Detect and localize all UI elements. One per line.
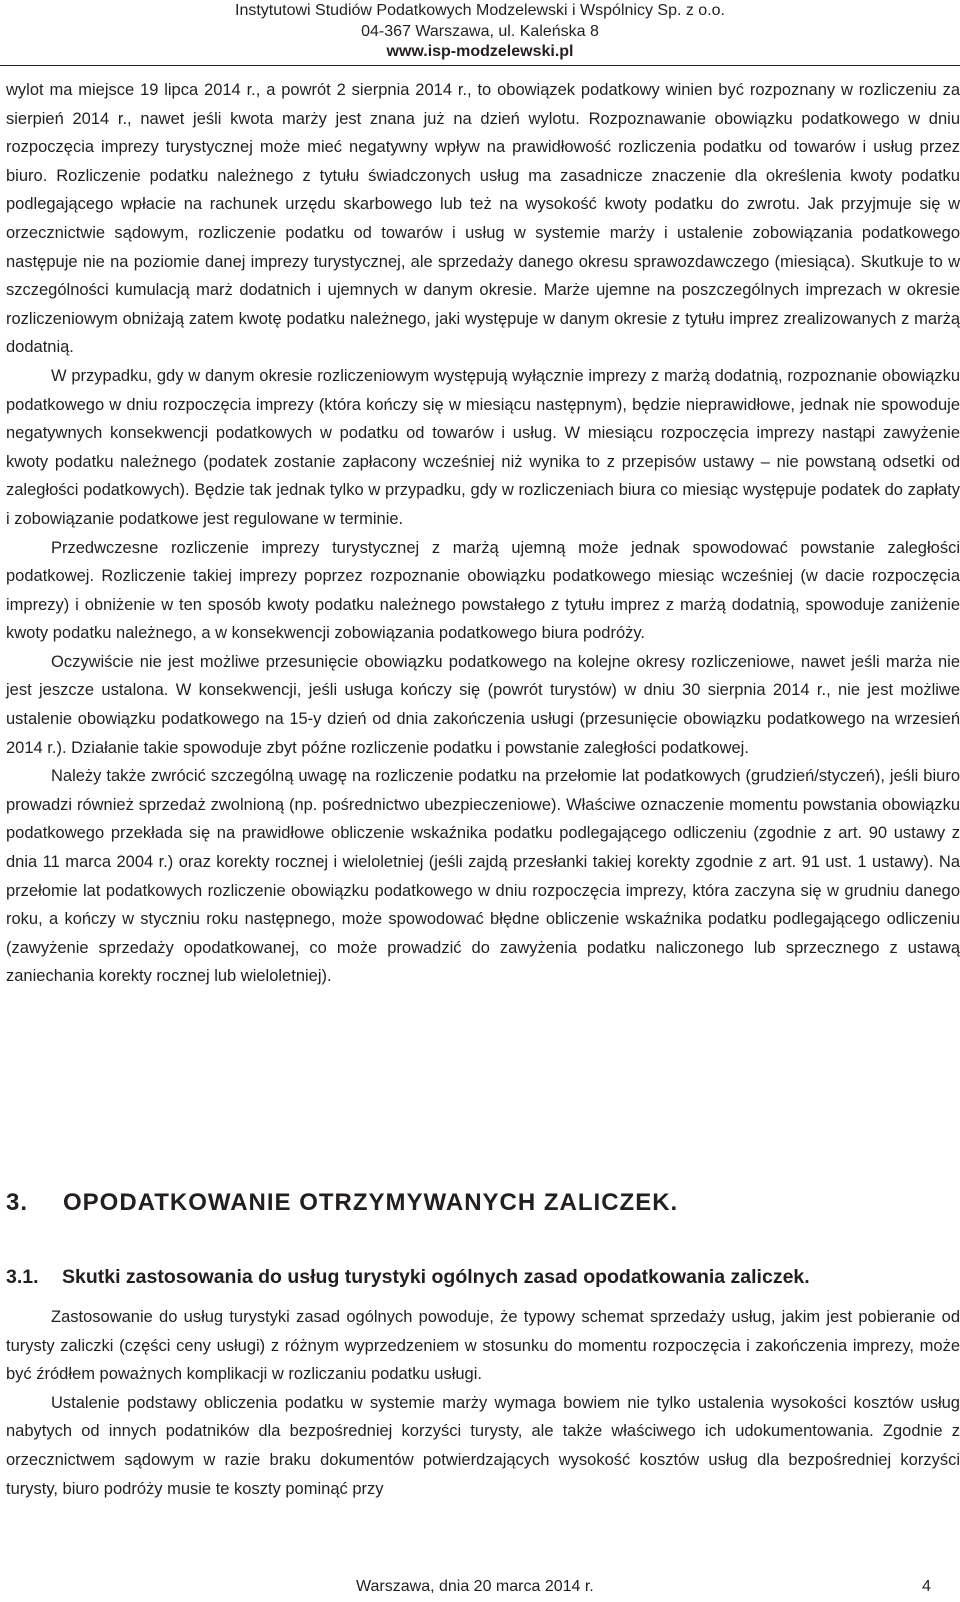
header-address: 04-367 Warszawa, ul. Kaleńska 8 — [361, 23, 599, 40]
footer-date: Warszawa, dnia 20 marca 2014 r. — [356, 1578, 594, 1595]
paragraph-3: Przedwczesne rozliczenie imprezy turystycznej z marżą ujemną może jednak spowodować powstanie zaległości podatkowej. Rozliczenie takiej imprezy poprzez rozpoznanie obowiązku podatkowego miesiąc wcześniej (w dacie rozpoczęcia imprezy) i obniżenie w ten sposób kwoty podatku należnego powstałego z tytułu imprez z marżą dodatnią, spowoduje zaniżenie kwoty podatku należnego, a w konsekwencji zobowiązania podatkowego biura podróży. — [6, 538, 960, 643]
subsection-heading — [6, 1266, 956, 1289]
document-body — [6, 76, 960, 991]
paragraph-7: Ustalenie podstawy obliczenia podatku w systemie marży wymaga bowiem nie tylko ustalenia wysokości kosztów usług nabytych od innych podatników dla bezpośredniej korzyści turysty, ale także właściwego ich udokumentowania. Zgodnie z orzecznictwem sądowym w razie braku dokumentów potwierdzających wysokość kosztów usług dla bezpośredniej korzyści turysty, biuro podróży musie te koszty pominąć przy — [6, 1393, 960, 1498]
section-number: 3. — [6, 1189, 29, 1216]
subsection-title: Skutki zastosowania do usług turystyki ogólnych zasad opodatkowania zaliczek. — [62, 1266, 810, 1288]
page-header — [0, 0, 960, 62]
section-title: OPODATKOWANIE OTRZYMYWANYCH ZALICZEK. — [63, 1189, 679, 1216]
header-website[interactable]: www.isp-modzelewski.pl — [386, 43, 574, 60]
paragraph-4: Oczywiście nie jest możliwe przesunięcie obowiązku podatkowego na kolejne okresy rozliczeniowe, nawet jeśli marża nie jest jeszcze ustalona. W konsekwencji, jeśli usługa kończy się (powrót turystów) w dniu 30 sierpnia 2014 r., nie jest możliwe ustalenie obowiązku podatkowego na 15-y dzień od dnia zakończenia usługi (przesunięcie obowiązku podatkowego na wrzesień 2014 r.). Działanie takie spowoduje zbyt późne rozliczenie podatku i powstanie zaległości podatkowej. — [6, 652, 960, 757]
section-body — [6, 1303, 960, 1503]
paragraph-5: Należy także zwrócić szczególną uwagę na rozliczenie podatku na przełomie lat podatkowych (grudzień/styczeń), jeśli biuro prowadzi również sprzedaż zwolnioną (np. pośrednictwo ubezpieczeniowe). Właściwe oznaczenie momentu powstania obowiązku podatkowego przekłada się na prawidłowe obliczenie wskaźnika podatku podlegającego odliczeniu (zgodnie z art. 90 ustawy z dnia 11 marca 2004 r.) oraz korekty rocznej i wieloletniej (jeśli zajdą przesłanki takiej korekty zgodnie z art. 91 ust. 1 ustawy). Na przełomie lat podatkowych rozliczenie obowiązku podatkowego w dniu rozpoczęcia imprezy, która zaczyna się w grudniu danego roku, a kończy w styczniu roku następnego, może spowodować błędne obliczenie wskaźnika podatku podlegającego odliczeniu (zawyżenie sprzedaży opodatkowanej, co może prowadzić do zawyżenia podatku naliczonego lub sprzecznego z ustawą zaniechania korekty rocznej lub wieloletniej). — [6, 767, 960, 986]
paragraph-2: W przypadku, gdy w danym okresie rozliczeniowym występują wyłącznie imprezy z marżą dodatnią, rozpoznanie obowiązku podatkowego w dniu rozpoczęcia imprezy (która kończy się w miesiącu następnym), będzie nieprawidłowe, jednak nie spowoduje negatywnych konsekwencji podatkowych w podatku od towarów i usług. W miesiącu rozpoczęcia imprezy nastąpi zawyżenie kwoty podatku należnego (podatek zostanie zapłacony wcześniej niż wynika to z przepisów ustawy – nie powstaną odsetki od zaległości podatkowych). Będzie tak jednak tylko w przypadku, gdy w rozliczeniach biura co miesiąc występuje podatek do zapłaty i zobowiązanie podatkowe jest regulowane w terminie. — [6, 366, 960, 528]
page-footer — [0, 1578, 960, 1602]
paragraph-1: wylot ma miejsce 19 lipca 2014 r., a powrót 2 sierpnia 2014 r., to obowiązek podatkowy winien być rozpoznany w rozliczeniu za sierpień 2014 r., nawet jeśli kwota marży jest znana już na dzień wylotu. Rozpoznawanie obowiązku podatkowego w dniu rozpoczęcia imprezy turystycznej może mieć negatywny wpływ na prawidłowość rozliczenia podatku od towarów i usług przez biuro. Rozliczenie podatku należnego z tytułu świadczonych usług ma zasadnicze znaczenie dla określenia kwoty podatku podlegającego wpłacie na rachunek urzędu skarbowego lub też na wysokość kwoty podatku do zwrotu. Jak przyjmuje się w orzecznictwie sądowym, rozliczenie podatku od towarów i usług w systemie marży i ustalenie zobowiązania podatkowego następuje nie na poziomie danej imprezy turystycznej, ale sprzedaży danego okresu sprawozdawczego (miesiąca). Skutkuje to w szczególności kumulacją marż dodatnich i ujemnych w danym okresie. Marże ujemne na poszczególnych imprezach w okresie rozliczeniowym obniżają zatem kwotę podatku należnego, jaki występuje w danym okresie z tytułu imprez zrealizowanych z marżą dodatnią. — [6, 81, 960, 357]
header-divider — [0, 65, 960, 66]
subsection-number: 3.1. — [6, 1266, 39, 1288]
paragraph-6: Zastosowanie do usług turystyki zasad ogólnych powoduje, że typowy schemat sprzedaży usług, jakim jest pobieranie od turysty zaliczki (części ceny usługi) z różnym wyprzedzeniem w stosunku do momentu rozpoczęcia i zakończenia imprezy, może być źródłem poważnych komplikacji w rozliczaniu podatku usługi. — [6, 1308, 960, 1384]
header-company-name: Instytutowi Studiów Podatkowych Modzelewski i Wspólnicy Sp. z o.o. — [235, 2, 725, 19]
page-number: 4 — [922, 1578, 931, 1595]
section-heading — [6, 1189, 956, 1217]
